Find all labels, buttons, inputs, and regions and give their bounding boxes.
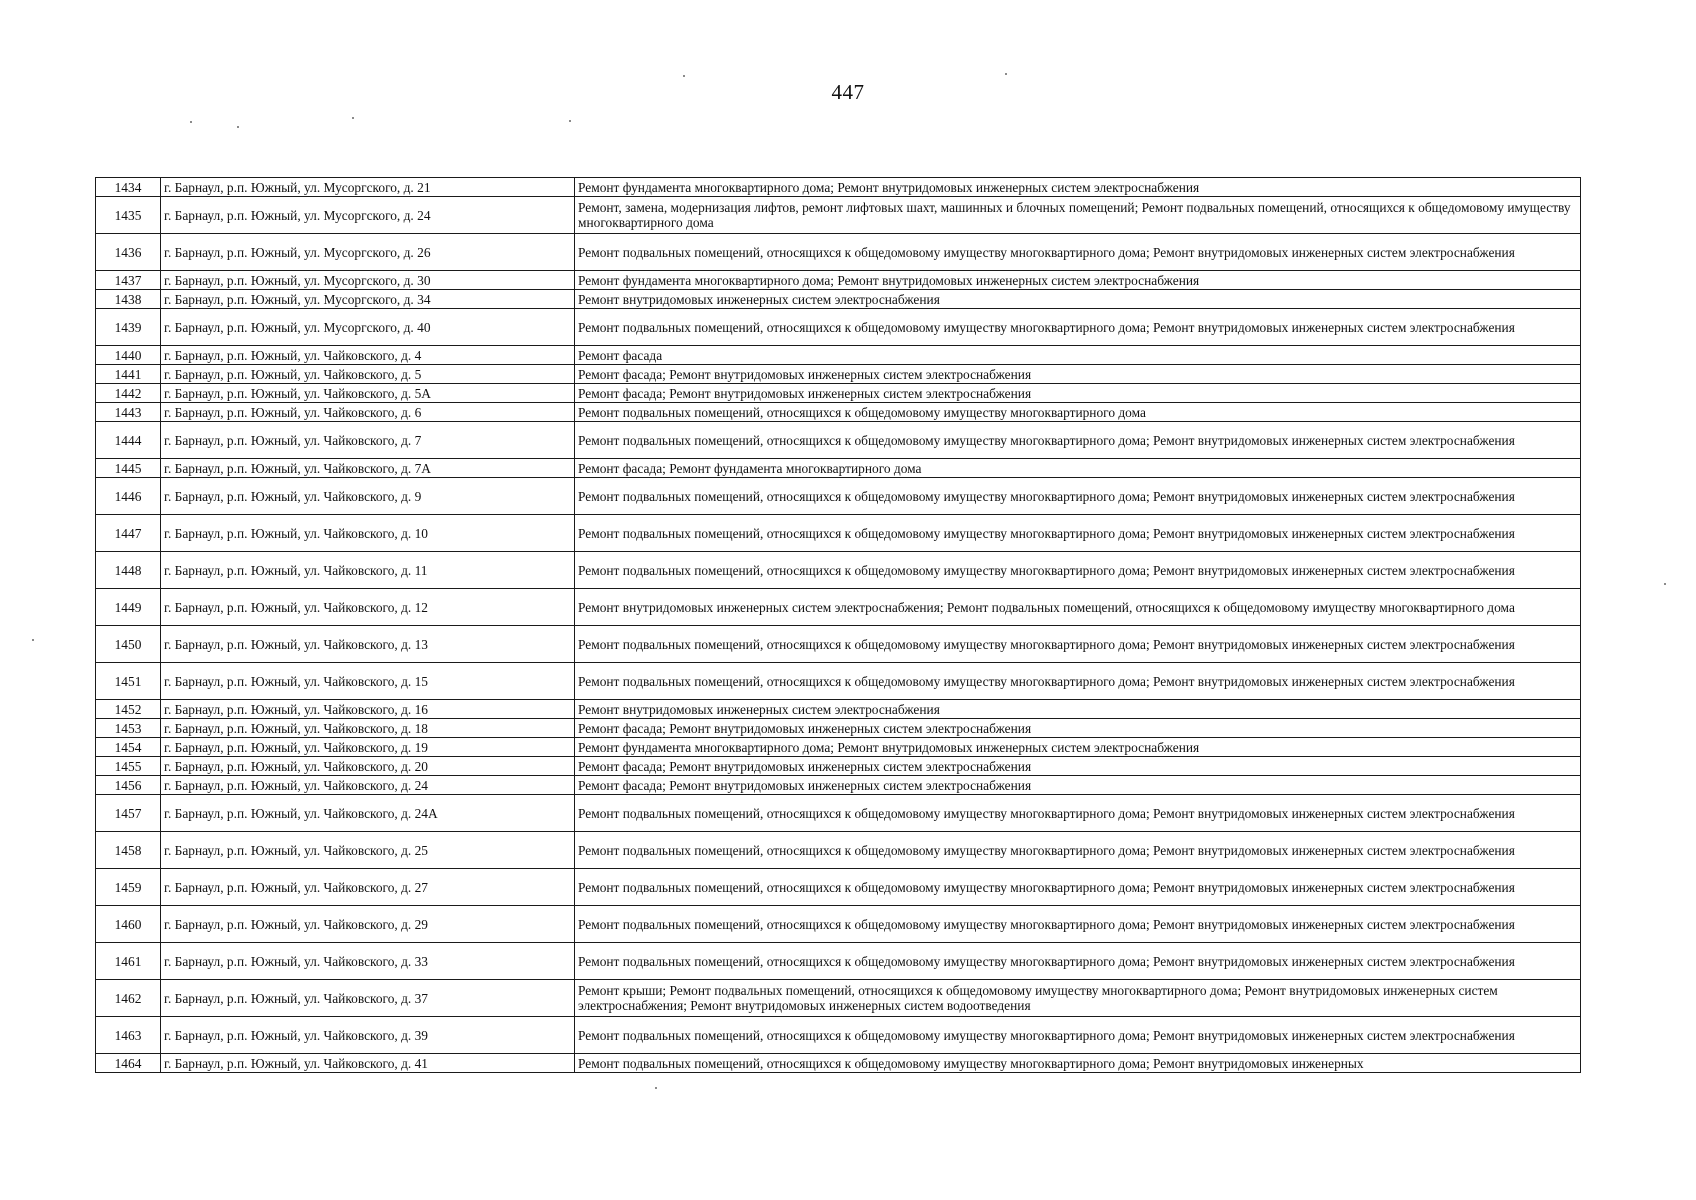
address-cell: г. Барнаул, р.п. Южный, ул. Чайковского, д. 10 xyxy=(161,515,575,552)
work-types-cell: Ремонт подвальных помещений, относящихся к общедомовому имуществу многоквартирного дома; Ремонт внутридомовых инженерных систем электроснабжения xyxy=(575,869,1581,906)
work-types-cell: Ремонт фундамента многоквартирного дома; Ремонт внутридомовых инженерных систем электроснабжения xyxy=(575,738,1581,757)
address-cell: г. Барнаул, р.п. Южный, ул. Чайковского, д. 7 xyxy=(161,422,575,459)
scan-speck xyxy=(1005,73,1007,75)
work-types-cell: Ремонт подвальных помещений, относящихся к общедомовому имуществу многоквартирного дома; Ремонт внутридомовых инженерных систем электроснабжения xyxy=(575,552,1581,589)
work-types-cell: Ремонт подвальных помещений, относящихся к общедомовому имуществу многоквартирного дома; Ремонт внутридомовых инженерных систем электроснабжения xyxy=(575,626,1581,663)
row-number-cell: 1437 xyxy=(96,271,161,290)
address-cell: г. Барнаул, р.п. Южный, ул. Чайковского, д. 33 xyxy=(161,943,575,980)
address-cell: г. Барнаул, р.п. Южный, ул. Чайковского, д. 20 xyxy=(161,757,575,776)
work-types-cell: Ремонт фасада xyxy=(575,346,1581,365)
table-row xyxy=(96,757,1581,776)
work-types-cell: Ремонт внутридомовых инженерных систем электроснабжения xyxy=(575,290,1581,309)
table-row xyxy=(96,700,1581,719)
address-cell: г. Барнаул, р.п. Южный, ул. Мусоргского, д. 26 xyxy=(161,234,575,271)
address-cell: г. Барнаул, р.п. Южный, ул. Чайковского, д. 11 xyxy=(161,552,575,589)
address-cell: г. Барнаул, р.п. Южный, ул. Мусоргского, д. 21 xyxy=(161,178,575,197)
address-cell: г. Барнаул, р.п. Южный, ул. Мусоргского, д. 24 xyxy=(161,197,575,234)
row-number-cell: 1457 xyxy=(96,795,161,832)
page-number: 447 xyxy=(831,80,865,104)
scan-speck xyxy=(352,117,354,119)
row-number-cell: 1460 xyxy=(96,906,161,943)
scan-speck xyxy=(1664,583,1666,585)
work-types-cell: Ремонт подвальных помещений, относящихся к общедомовому имуществу многоквартирного дома; Ремонт внутридомовых инженерных систем электроснабжения xyxy=(575,663,1581,700)
table-row xyxy=(96,663,1581,700)
work-types-cell: Ремонт крыши; Ремонт подвальных помещений, относящихся к общедомовому имуществу многоквартирного дома; Ремонт внутридомовых инженерных систем электроснабжения; Ремонт внутридомовых инженерных систем водоотведения xyxy=(575,980,1581,1017)
work-types-cell: Ремонт внутридомовых инженерных систем электроснабжения; Ремонт подвальных помещений, относящихся к общедомовому имуществу многоквартирного дома xyxy=(575,589,1581,626)
table-row xyxy=(96,197,1581,234)
work-types-cell: Ремонт, замена, модернизация лифтов, ремонт лифтовых шахт, машинных и блочных помещений; Ремонт подвальных помещений, относящихся к общедомовому имуществу многоквартирного дома xyxy=(575,197,1581,234)
registry-table xyxy=(95,177,1581,1073)
table-row xyxy=(96,795,1581,832)
scan-speck xyxy=(569,120,571,122)
row-number-cell: 1464 xyxy=(96,1054,161,1073)
row-number-cell: 1458 xyxy=(96,832,161,869)
work-types-cell: Ремонт внутридомовых инженерных систем электроснабжения xyxy=(575,700,1581,719)
table-row xyxy=(96,234,1581,271)
work-types-cell: Ремонт фасада; Ремонт внутридомовых инженерных систем электроснабжения xyxy=(575,757,1581,776)
address-cell: г. Барнаул, р.п. Южный, ул. Чайковского, д. 9 xyxy=(161,478,575,515)
table-row xyxy=(96,422,1581,459)
work-types-cell: Ремонт фасада; Ремонт внутридомовых инженерных систем электроснабжения xyxy=(575,365,1581,384)
table-row xyxy=(96,589,1581,626)
row-number-cell: 1443 xyxy=(96,403,161,422)
row-number-cell: 1436 xyxy=(96,234,161,271)
work-types-cell: Ремонт фундамента многоквартирного дома; Ремонт внутридомовых инженерных систем электроснабжения xyxy=(575,271,1581,290)
row-number-cell: 1454 xyxy=(96,738,161,757)
table-row xyxy=(96,738,1581,757)
row-number-cell: 1463 xyxy=(96,1017,161,1054)
table-row xyxy=(96,869,1581,906)
table-row xyxy=(96,459,1581,478)
table-row xyxy=(96,403,1581,422)
work-types-cell: Ремонт подвальных помещений, относящихся к общедомовому имуществу многоквартирного дома; Ремонт внутридомовых инженерных систем электроснабжения xyxy=(575,422,1581,459)
scan-speck xyxy=(190,121,192,123)
table-row xyxy=(96,980,1581,1017)
row-number-cell: 1455 xyxy=(96,757,161,776)
work-types-cell: Ремонт подвальных помещений, относящихся к общедомовому имуществу многоквартирного дома; Ремонт внутридомовых инженерных систем электроснабжения xyxy=(575,795,1581,832)
row-number-cell: 1446 xyxy=(96,478,161,515)
address-cell: г. Барнаул, р.п. Южный, ул. Чайковского, д. 24 xyxy=(161,776,575,795)
scan-speck xyxy=(237,126,239,128)
row-number-cell: 1440 xyxy=(96,346,161,365)
work-types-cell: Ремонт подвальных помещений, относящихся к общедомовому имуществу многоквартирного дома; Ремонт внутридомовых инженерных систем электроснабжения xyxy=(575,1017,1581,1054)
row-number-cell: 1462 xyxy=(96,980,161,1017)
address-cell: г. Барнаул, р.п. Южный, ул. Чайковского, д. 37 xyxy=(161,980,575,1017)
work-types-cell: Ремонт фасада; Ремонт внутридомовых инженерных систем электроснабжения xyxy=(575,384,1581,403)
row-number-cell: 1434 xyxy=(96,178,161,197)
row-number-cell: 1445 xyxy=(96,459,161,478)
row-number-cell: 1461 xyxy=(96,943,161,980)
registry-table-body xyxy=(96,178,1581,1073)
work-types-cell: Ремонт подвальных помещений, относящихся к общедомовому имуществу многоквартирного дома; Ремонт внутридомовых инженерных систем электроснабжения xyxy=(575,515,1581,552)
address-cell: г. Барнаул, р.п. Южный, ул. Мусоргского, д. 34 xyxy=(161,290,575,309)
address-cell: г. Барнаул, р.п. Южный, ул. Чайковского, д. 16 xyxy=(161,700,575,719)
table-row xyxy=(96,552,1581,589)
table-row xyxy=(96,832,1581,869)
work-types-cell: Ремонт фасада; Ремонт внутридомовых инженерных систем электроснабжения xyxy=(575,719,1581,738)
table-row xyxy=(96,515,1581,552)
scan-speck xyxy=(683,75,685,77)
table-row xyxy=(96,1017,1581,1054)
address-cell: г. Барнаул, р.п. Южный, ул. Чайковского, д. 18 xyxy=(161,719,575,738)
table-row xyxy=(96,1054,1581,1073)
scan-speck xyxy=(655,1087,657,1089)
work-types-cell: Ремонт фасада; Ремонт фундамента многоквартирного дома xyxy=(575,459,1581,478)
table-row xyxy=(96,719,1581,738)
address-cell: г. Барнаул, р.п. Южный, ул. Чайковского, д. 41 xyxy=(161,1054,575,1073)
table-row xyxy=(96,943,1581,980)
table-row xyxy=(96,271,1581,290)
work-types-cell: Ремонт подвальных помещений, относящихся к общедомовому имуществу многоквартирного дома; Ремонт внутридомовых инженерных систем электроснабжения xyxy=(575,478,1581,515)
address-cell: г. Барнаул, р.п. Южный, ул. Чайковского, д. 25 xyxy=(161,832,575,869)
row-number-cell: 1452 xyxy=(96,700,161,719)
address-cell: г. Барнаул, р.п. Южный, ул. Чайковского, д. 15 xyxy=(161,663,575,700)
row-number-cell: 1456 xyxy=(96,776,161,795)
table-row xyxy=(96,365,1581,384)
work-types-cell: Ремонт подвальных помещений, относящихся к общедомовому имуществу многоквартирного дома; Ремонт внутридомовых инженерных систем электроснабжения xyxy=(575,943,1581,980)
scan-speck xyxy=(32,639,34,641)
row-number-cell: 1451 xyxy=(96,663,161,700)
row-number-cell: 1435 xyxy=(96,197,161,234)
address-cell: г. Барнаул, р.п. Южный, ул. Чайковского, д. 5 xyxy=(161,365,575,384)
row-number-cell: 1442 xyxy=(96,384,161,403)
table-row xyxy=(96,309,1581,346)
work-types-cell: Ремонт фундамента многоквартирного дома; Ремонт внутридомовых инженерных систем электроснабжения xyxy=(575,178,1581,197)
work-types-cell: Ремонт подвальных помещений, относящихся к общедомовому имуществу многоквартирного дома xyxy=(575,403,1581,422)
table-row xyxy=(96,906,1581,943)
row-number-cell: 1439 xyxy=(96,309,161,346)
address-cell: г. Барнаул, р.п. Южный, ул. Чайковского, д. 19 xyxy=(161,738,575,757)
row-number-cell: 1438 xyxy=(96,290,161,309)
address-cell: г. Барнаул, р.п. Южный, ул. Чайковского, д. 5А xyxy=(161,384,575,403)
address-cell: г. Барнаул, р.п. Южный, ул. Чайковского, д. 13 xyxy=(161,626,575,663)
address-cell: г. Барнаул, р.п. Южный, ул. Мусоргского, д. 40 xyxy=(161,309,575,346)
table-row xyxy=(96,776,1581,795)
table-row xyxy=(96,384,1581,403)
work-types-cell: Ремонт подвальных помещений, относящихся к общедомовому имуществу многоквартирного дома; Ремонт внутридомовых инженерных систем электроснабжения xyxy=(575,234,1581,271)
address-cell: г. Барнаул, р.п. Южный, ул. Чайковского, д. 7А xyxy=(161,459,575,478)
address-cell: г. Барнаул, р.п. Южный, ул. Чайковского, д. 4 xyxy=(161,346,575,365)
table-row xyxy=(96,178,1581,197)
work-types-cell: Ремонт подвальных помещений, относящихся к общедомовому имуществу многоквартирного дома; Ремонт внутридомовых инженерных систем электроснабжения xyxy=(575,309,1581,346)
work-types-cell: Ремонт подвальных помещений, относящихся к общедомовому имуществу многоквартирного дома; Ремонт внутридомовых инженерных систем электроснабжения xyxy=(575,832,1581,869)
address-cell: г. Барнаул, р.п. Южный, ул. Чайковского, д. 39 xyxy=(161,1017,575,1054)
row-number-cell: 1453 xyxy=(96,719,161,738)
row-number-cell: 1441 xyxy=(96,365,161,384)
work-types-cell: Ремонт фасада; Ремонт внутридомовых инженерных систем электроснабжения xyxy=(575,776,1581,795)
row-number-cell: 1448 xyxy=(96,552,161,589)
row-number-cell: 1447 xyxy=(96,515,161,552)
address-cell: г. Барнаул, р.п. Южный, ул. Чайковского, д. 27 xyxy=(161,869,575,906)
work-types-cell: Ремонт подвальных помещений, относящихся к общедомовому имуществу многоквартирного дома; Ремонт внутридомовых инженерных систем электроснабжения xyxy=(575,906,1581,943)
table-row xyxy=(96,346,1581,365)
row-number-cell: 1450 xyxy=(96,626,161,663)
address-cell: г. Барнаул, р.п. Южный, ул. Чайковского, д. 6 xyxy=(161,403,575,422)
address-cell: г. Барнаул, р.п. Южный, ул. Мусоргского, д. 30 xyxy=(161,271,575,290)
address-cell: г. Барнаул, р.п. Южный, ул. Чайковского, д. 12 xyxy=(161,589,575,626)
work-types-cell: Ремонт подвальных помещений, относящихся к общедомовому имуществу многоквартирного дома; Ремонт внутридомовых инженерных xyxy=(575,1054,1581,1073)
row-number-cell: 1459 xyxy=(96,869,161,906)
table-row xyxy=(96,478,1581,515)
address-cell: г. Барнаул, р.п. Южный, ул. Чайковского, д. 24А xyxy=(161,795,575,832)
row-number-cell: 1444 xyxy=(96,422,161,459)
row-number-cell: 1449 xyxy=(96,589,161,626)
address-cell: г. Барнаул, р.п. Южный, ул. Чайковского, д. 29 xyxy=(161,906,575,943)
table-row xyxy=(96,290,1581,309)
table-row xyxy=(96,626,1581,663)
